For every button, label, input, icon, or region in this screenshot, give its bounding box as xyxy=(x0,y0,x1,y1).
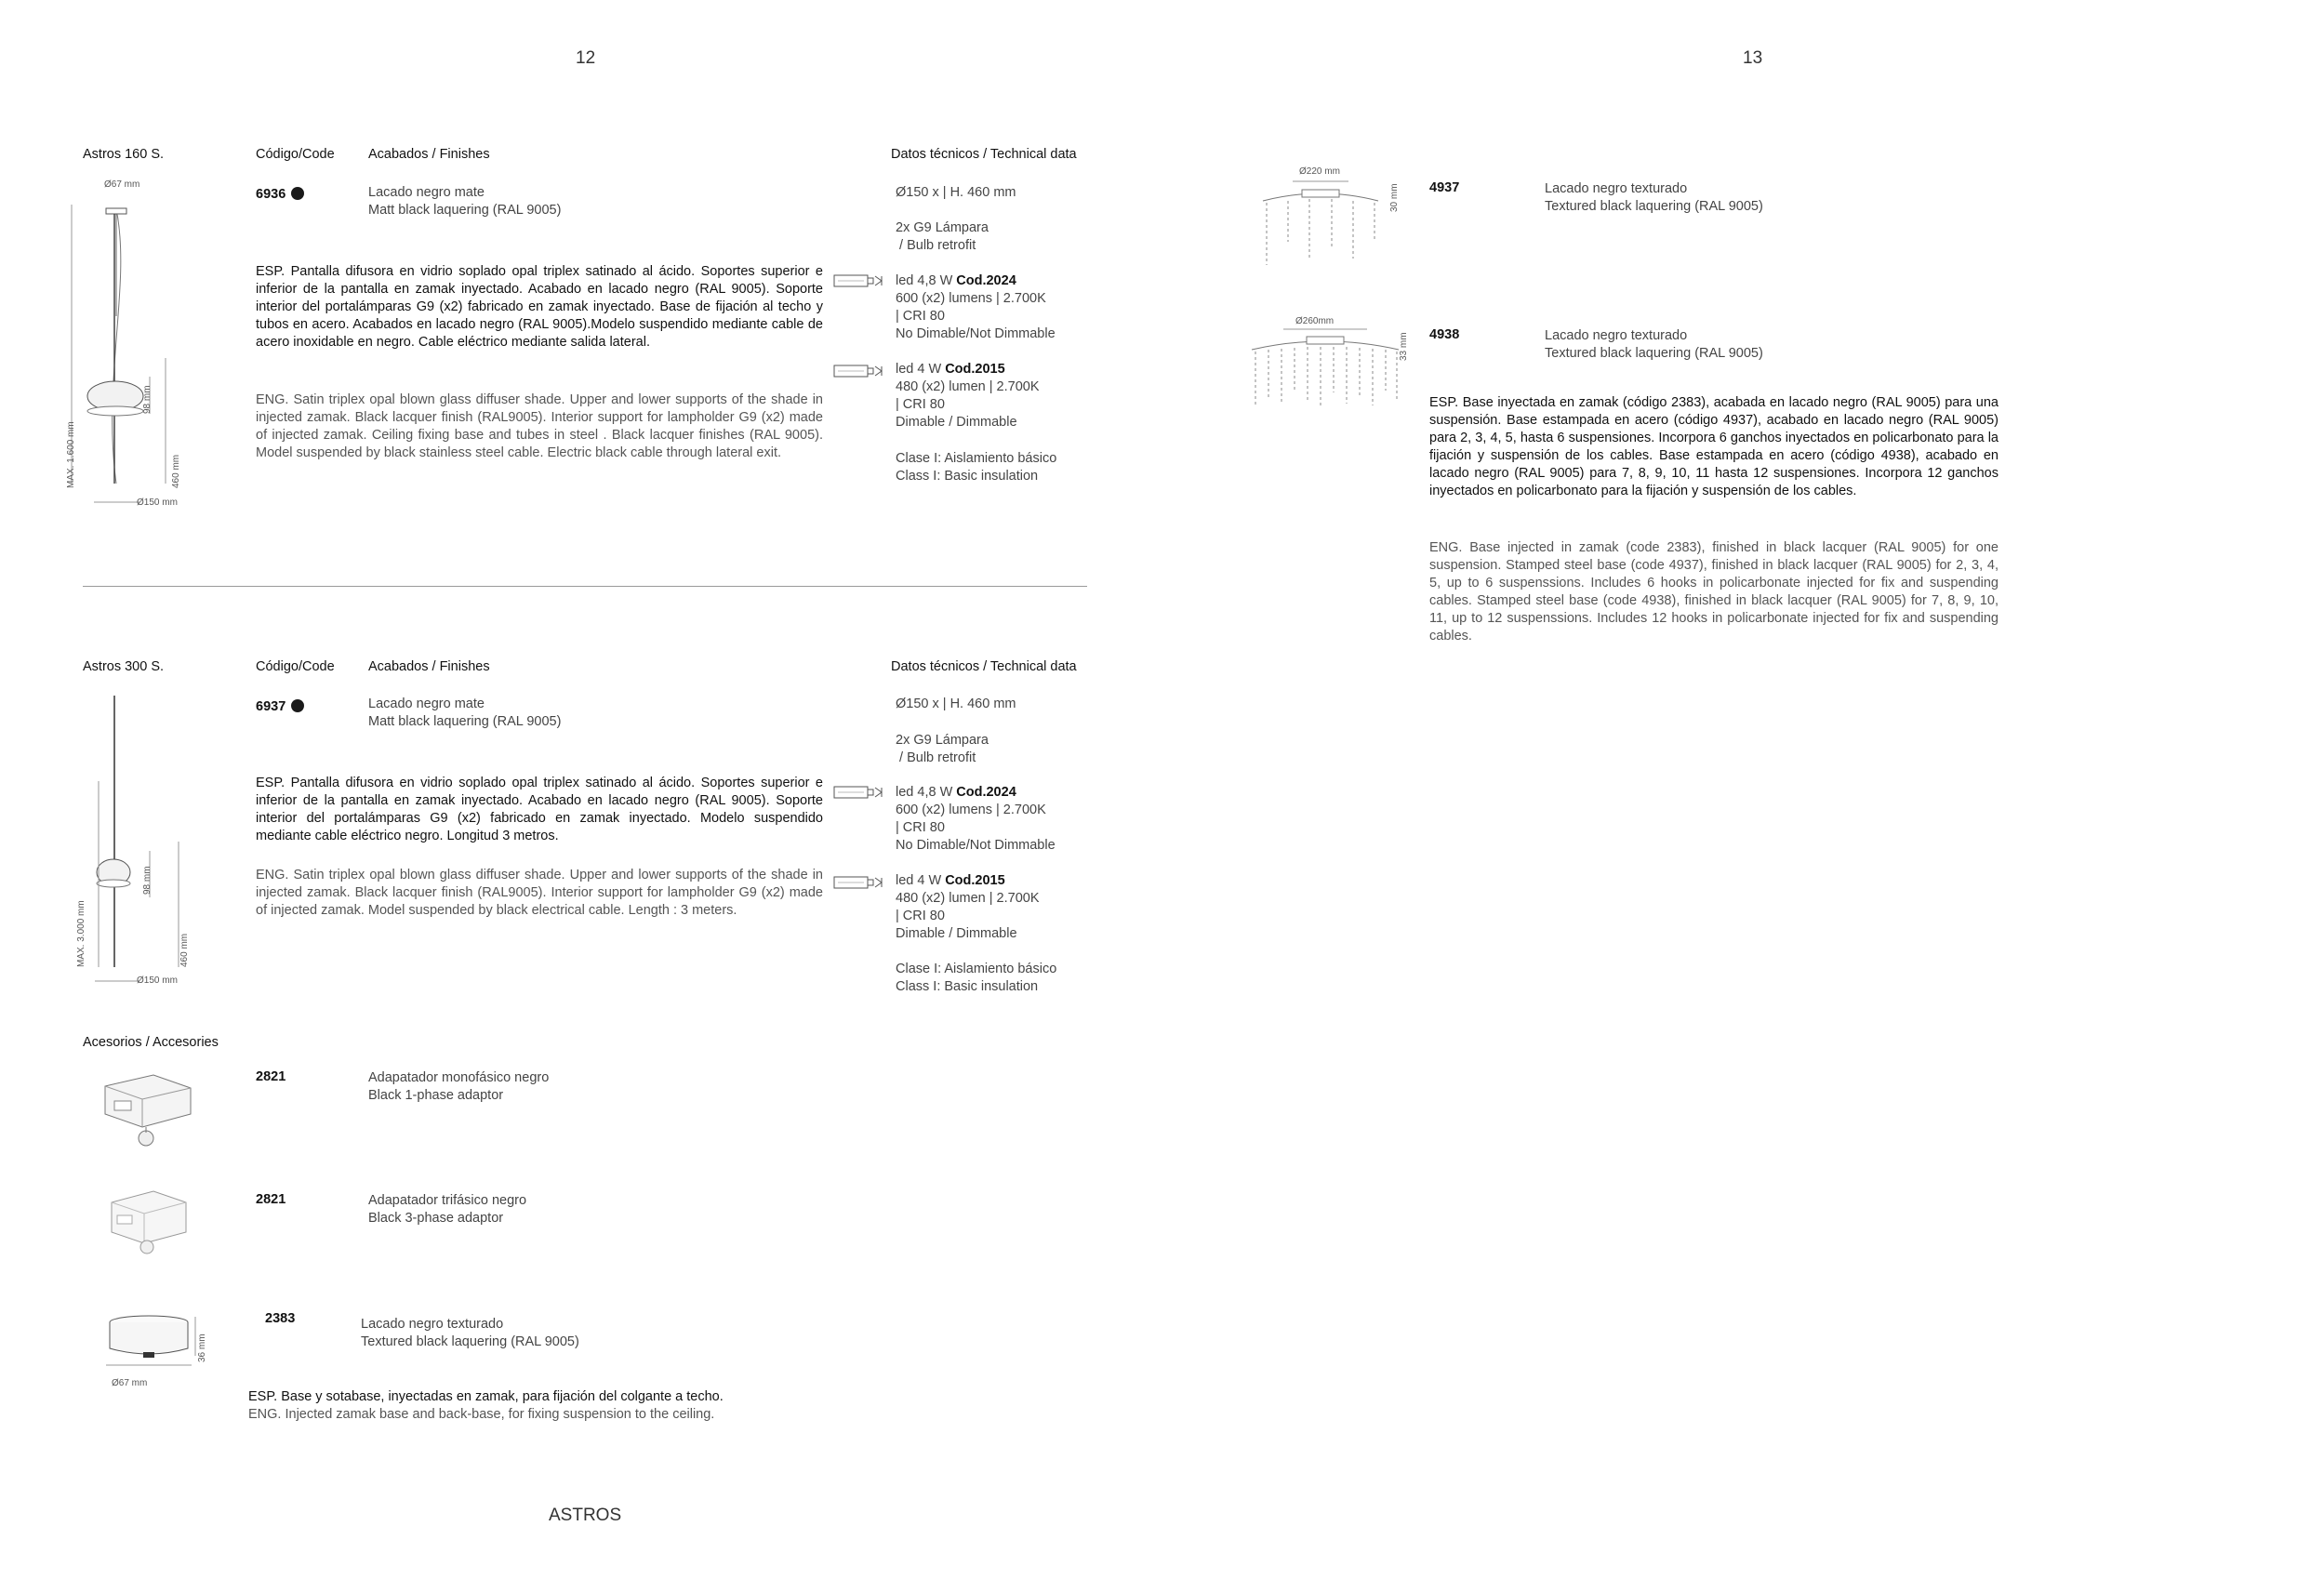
tech-led-2-dim: Dimable / Dimmable xyxy=(896,415,1017,430)
column-header-technical-data: Datos técnicos / Technical data xyxy=(891,147,1077,162)
tech-led-2-cri: | CRI 80 xyxy=(896,909,945,923)
tech-led-1-lumens: 600 (x2) lumens | 2.700K xyxy=(896,803,1046,817)
tech-led-2-lumens: 480 (x2) lumen | 2.700K xyxy=(896,379,1040,394)
black-finish-swatch xyxy=(291,187,304,200)
tech-led-1 xyxy=(896,272,1056,343)
tech-lamp-en: / Bulb retrofit xyxy=(896,238,976,253)
base-code: 4938 xyxy=(1429,327,1460,342)
bases-description-esp: ESP. Base inyectada en zamak (código 2383), acabada en lacado negro (RAL 9005) para una suspensión. Base estampada en acero (código 4937), acabado en lacado negro (RAL 9005) para 2, 3, 4, 5, hasta 6 suspensiones. Incorpora 6 ganchos inyectados en policarbonato para la fijación y suspensión de los cables. Base estampada en acero (código 4938), acabado en lacado negro (RAL 9005) para 7, 8, 9, 10, 11 hasta 12 suspensiones. Incorpora 12 ganchos inyectados en policarbonato para la fijación y suspensión de los cables. xyxy=(1429,395,1999,498)
base-description-en: Textured black laquering (RAL 9005) xyxy=(1545,346,1763,361)
dimension-base-height: 36 mm xyxy=(197,1334,207,1362)
dimension-shade-height: 98 mm xyxy=(142,866,153,895)
tech-lamp-en: / Bulb retrofit xyxy=(896,750,976,765)
base-code: 4937 xyxy=(1429,180,1460,195)
accessory-description xyxy=(368,1069,549,1105)
pendant-drawing xyxy=(65,177,205,511)
description-eng: ENG. Satin triplex opal blown glass diffuser shade. Upper and lower supports of the shade in injected zamak. Black lacquer finish (RAL9005). Interior support for lampholder G9 (x2) made of injected zamak. Model suspended by black electrical cable. Length : 3 meters. xyxy=(256,868,823,918)
tech-led-2-cri: | CRI 80 xyxy=(896,397,945,412)
dimension-max-length: MAX. 1.600 mm xyxy=(66,421,76,488)
finish-description xyxy=(368,696,561,731)
tech-size: Ø150 x | H. 460 mm xyxy=(896,697,1016,711)
dimension-height: 460 mm xyxy=(171,454,181,488)
tech-led-2-power: led 4 W xyxy=(896,362,946,377)
accessory-description xyxy=(361,1316,579,1351)
tech-led-1-power: led 4,8 W xyxy=(896,785,957,800)
column-header-code: Código/Code xyxy=(256,147,335,162)
finish-es: Lacado negro mate xyxy=(368,697,485,711)
dimension-diameter: Ø220 mm xyxy=(1299,166,1340,177)
accessory-description-es: Lacado negro texturado xyxy=(361,1317,504,1332)
tech-led-1-dim: No Dimable/Not Dimmable xyxy=(896,838,1056,853)
six-suspension-base-drawing xyxy=(1255,177,1386,270)
base-description xyxy=(1545,327,1763,363)
led-module-icon xyxy=(833,874,889,891)
tech-lamp xyxy=(896,219,989,255)
accessory-description-en: Textured black laquering (RAL 9005) xyxy=(361,1334,579,1349)
description-esp: ESP. Pantalla difusora en vidrio soplado opal triplex satinado al ácido. Soportes superior e inferior de la pantalla en zamak inyectado. Acabado en lacado negro (RAL 9005). Soporte interior del portalámparas G9 (x2) fabricado en zamak inyectado. Modelo suspendido mediante cable eléctrico negro. Longitud 3 metros. xyxy=(256,776,823,843)
tech-led-2-code: Cod.2015 xyxy=(945,873,1005,888)
tech-size: Ø150 x | H. 460 mm xyxy=(896,185,1016,200)
page-number-right: 13 xyxy=(1743,48,1763,68)
base-description-es: Lacado negro texturado xyxy=(1545,181,1688,196)
dimension-height: 460 mm xyxy=(179,933,190,967)
tech-led-1-dim: No Dimable/Not Dimmable xyxy=(896,326,1056,341)
dimension-max-length: MAX. 3.000 mm xyxy=(76,900,86,967)
tech-led-1 xyxy=(896,784,1056,855)
bases-description-eng: ENG. Base injected in zamak (code 2383), finished in black lacquer (RAL 9005) for one suspension. Stamped steel base (code 4937), finished in black lacquer (RAL 9005) for 2, 3, 4, 5, up to 6 suspenssions. Includes 6 hooks in policarbonate injected for fix and suspending cables. Stamped steel base (code 4938), finished in black lacquer (RAL 9005) for 7, 8, 9, 10, 11, up to 12 suspenssions. Includes 12 hooks in policarbonate injected for fix and suspending cables. xyxy=(1429,540,1999,644)
product-name: Astros 300 S. xyxy=(83,659,165,674)
product-code-text: 6937 xyxy=(256,699,286,714)
tech-led-2 xyxy=(896,361,1040,431)
tech-class-en: Class I: Basic insulation xyxy=(896,469,1039,484)
section-divider xyxy=(83,586,1087,587)
accessories-title: Acesorios / Accesories xyxy=(83,1035,219,1050)
tech-led-2 xyxy=(896,872,1040,943)
base-description-es: Lacado negro texturado xyxy=(1545,328,1688,343)
dimension-height: 33 mm xyxy=(1399,332,1409,361)
finish-es: Lacado negro mate xyxy=(368,185,485,200)
product-code xyxy=(256,187,304,202)
dimension-top-diameter: Ø67 mm xyxy=(104,179,140,190)
accessory-description-es: Adapatador trifásico negro xyxy=(368,1193,527,1208)
tech-led-2-dim: Dimable / Dimmable xyxy=(896,926,1017,941)
accessory-description-en: Black 1-phase adaptor xyxy=(368,1088,504,1103)
dimension-diameter: Ø260mm xyxy=(1295,316,1335,326)
description-eng: ENG. Satin triplex opal blown glass diffuser shade. Upper and lower supports of the shade in injected zamak. Black lacquer finish (RAL9005). Interior support for lampholder G9 (x2) made of injected zamak. Ceiling fixing base and tubes in steel . Black lacquer finishes (RAL 9005). Model suspended by black stainless steel cable. Electric black cable through lateral exit. xyxy=(256,392,823,460)
ceiling-base-image xyxy=(102,1311,205,1376)
tech-class-es: Clase I: Aislamiento básico xyxy=(896,451,1057,466)
tech-led-1-power: led 4,8 W xyxy=(896,273,957,288)
accessory-description xyxy=(368,1192,526,1227)
accessory-description-en: Black 3-phase adaptor xyxy=(368,1211,504,1226)
tech-led-1-lumens: 600 (x2) lumens | 2.700K xyxy=(896,291,1046,306)
led-module-icon xyxy=(833,363,889,379)
dimension-base-diameter: Ø150 mm xyxy=(137,975,178,986)
accessory-code: 2383 xyxy=(265,1311,296,1326)
tech-led-1-cri: | CRI 80 xyxy=(896,820,945,835)
led-module-icon xyxy=(833,272,889,289)
base-description-en: Textured black laquering (RAL 9005) xyxy=(1545,199,1763,214)
accessory-description-es: Adapatador monofásico negro xyxy=(368,1070,550,1085)
page-number-left: 12 xyxy=(576,48,596,68)
dimension-base-diameter: Ø150 mm xyxy=(137,498,178,508)
tech-lamp xyxy=(896,732,989,767)
accessory-code: 2821 xyxy=(256,1192,286,1207)
finish-en: Matt black laquering (RAL 9005) xyxy=(368,714,562,729)
tech-lamp-es: 2x G9 Lámpara xyxy=(896,733,989,748)
footer-collection-name: ASTROS xyxy=(549,1506,622,1525)
tech-lamp-es: 2x G9 Lámpara xyxy=(896,220,989,235)
finish-en: Matt black laquering (RAL 9005) xyxy=(368,203,562,218)
tech-class-en: Class I: Basic insulation xyxy=(896,979,1039,994)
black-finish-swatch xyxy=(291,699,304,712)
tech-class-es: Clase I: Aislamiento básico xyxy=(896,962,1057,976)
dimension-base-diameter: Ø67 mm xyxy=(112,1378,148,1388)
product-code xyxy=(256,699,304,714)
product-name: Astros 160 S. xyxy=(83,147,165,162)
column-header-finishes: Acabados / Finishes xyxy=(368,659,490,674)
tech-led-2-lumens: 480 (x2) lumen | 2.700K xyxy=(896,891,1040,906)
twelve-suspension-base-drawing xyxy=(1246,325,1404,409)
accessory-note-eng: ENG. Injected zamak base and back-base, for fixing suspension to the ceiling. xyxy=(248,1407,715,1422)
column-header-code: Código/Code xyxy=(256,659,335,674)
tech-led-1-code: Cod.2024 xyxy=(956,785,1016,800)
tech-led-2-code: Cod.2015 xyxy=(945,362,1005,377)
column-header-finishes: Acabados / Finishes xyxy=(368,147,490,162)
description-esp: ESP. Pantalla difusora en vidrio soplado opal triplex satinado al ácido. Soportes superior e inferior de la pantalla en zamak inyectado. Acabado en lacado negro (RAL 9005). Soporte interior del portalámparas G9 (x2) fabricado en zamak inyectado. Base de fijación al techo y tubos en acero. Acabados en lacado negro (RAL 9005).Modelo suspendido mediante cable de acero inoxidable en negro. Cable eléctrico mediante salida lateral. xyxy=(256,264,823,350)
base-description xyxy=(1545,180,1763,216)
tech-led-1-code: Cod.2024 xyxy=(956,273,1016,288)
product-code-text: 6936 xyxy=(256,187,286,202)
single-phase-adaptor-image xyxy=(98,1068,200,1151)
dimension-shade-height: 98 mm xyxy=(142,385,153,414)
column-header-technical-data: Datos técnicos / Technical data xyxy=(891,659,1077,674)
accessory-note-esp: ESP. Base y sotabase, inyectadas en zamak, para fijación del colgante a techo. xyxy=(248,1389,724,1404)
tech-led-2-power: led 4 W xyxy=(896,873,946,888)
accessory-code: 2821 xyxy=(256,1069,286,1084)
tech-class xyxy=(896,961,1056,996)
three-phase-adaptor-image xyxy=(102,1186,195,1260)
tech-class xyxy=(896,450,1056,485)
led-module-icon xyxy=(833,784,889,801)
dimension-height: 30 mm xyxy=(1389,183,1400,212)
finish-description xyxy=(368,184,561,219)
tech-led-1-cri: | CRI 80 xyxy=(896,309,945,324)
